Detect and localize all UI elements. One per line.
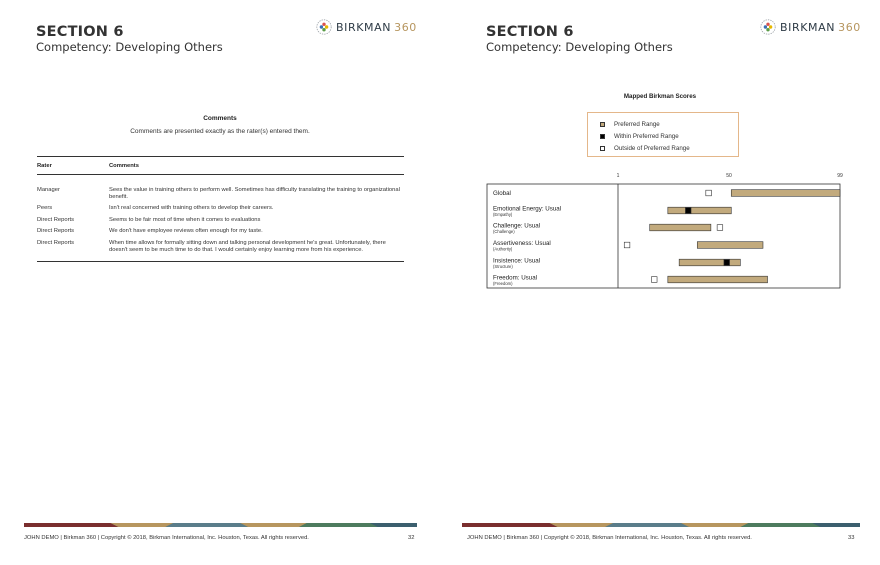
legend-label: Preferred Range (614, 120, 660, 128)
preferred-range-bar (697, 242, 763, 249)
birkman-logo (316, 19, 417, 35)
outside-score-marker (651, 277, 657, 283)
table-row (37, 203, 404, 215)
outside-score-marker (706, 190, 712, 196)
footer-decorative-bar (462, 523, 860, 527)
within-score-marker (685, 208, 691, 214)
rater-cell: Direct Reports (37, 238, 109, 262)
logo-text: BIRKMAN 360 (780, 20, 861, 34)
section-title: SECTION 6 (36, 24, 124, 40)
comment-cell: When time allows for formally sitting down and talking personal development he's great. Unfortunately, there doesn't seem to be much time to do that. I would certainly enjoy learning more from his experience. (109, 238, 404, 262)
row-sublabel: (Authority) (493, 246, 513, 252)
rater-cell: Peers (37, 205, 53, 212)
preferred-range-bar (668, 276, 768, 283)
legend-label: Within Preferred Range (614, 132, 679, 140)
comment-cell: Seems to be fair most of time when it comes to evaluations (109, 216, 261, 223)
preferred-range-bar (679, 259, 740, 266)
preferred-range-bar (731, 190, 840, 197)
comments-table (37, 156, 404, 262)
chart-frame (487, 184, 840, 288)
outside-score-marker (717, 225, 723, 231)
axis-tick-label: 1 (616, 173, 620, 179)
page-33 (440, 0, 880, 565)
comments-note: Comments are presented exactly as the rater(s) entered them. (130, 128, 310, 135)
table-row (37, 175, 404, 204)
row-label: Insistence: Usual (493, 257, 541, 265)
row-sublabel: (Freedom) (493, 281, 513, 287)
comment-cell: We don't have employee reviews often enough for my taste. (109, 228, 263, 235)
preferred-range-bar (650, 224, 711, 231)
rater-cell: Direct Reports (37, 228, 75, 235)
row-label: Global (493, 190, 511, 197)
outside-score-marker (624, 242, 630, 248)
chart-title: Mapped Birkman Scores (623, 93, 697, 100)
table-row (37, 238, 404, 262)
table-row (37, 226, 404, 238)
preferred-range-bar (668, 207, 731, 214)
comment-cell: Sees the value in training others to perform well. Sometimes has difficulty translating the training to organizational benefit. (109, 187, 400, 200)
row-label: Emotional Energy: Usual (493, 205, 562, 213)
comment-cell: Isn't real concerned with training others to develop their careers. (109, 205, 274, 212)
section-subtitle: Competency: Developing Others (486, 40, 673, 54)
rater-cell: Manager (37, 187, 60, 193)
section-title: SECTION 6 (486, 24, 574, 40)
row-sublabel: (Structure) (493, 264, 513, 270)
comments-title: Comments (203, 115, 237, 122)
row-sublabel: (Empathy) (493, 212, 513, 218)
mapped-scores-chart (440, 0, 880, 320)
row-label: Assertiveness: Usual (493, 239, 551, 247)
footer-text: JOHN DEMO | Birkman 360 | Copyright © 2018, Birkman International, Inc. Houston, Texas. All rights reserved. (24, 535, 309, 541)
footer-text: JOHN DEMO | Birkman 360 | Copyright © 2018, Birkman International, Inc. Houston, Texas. All rights reserved. (467, 535, 752, 541)
comments-column-header: Comments (109, 157, 404, 175)
rater-column-header: Rater (37, 157, 109, 175)
row-sublabel: (Challenge) (493, 229, 515, 235)
axis-tick-label: 50 (726, 173, 732, 179)
section-subtitle: Competency: Developing Others (36, 40, 223, 54)
logo-text: BIRKMAN 360 (336, 20, 417, 34)
row-label: Freedom: Usual (493, 274, 538, 282)
within-score-marker (724, 260, 730, 266)
table-header-row (37, 157, 404, 175)
page-number: 32 (408, 535, 415, 541)
table-row (37, 215, 404, 227)
rater-cell: Direct Reports (37, 216, 75, 223)
birkman-globe-logo-icon (316, 19, 332, 35)
axis-tick-label: 99 (837, 173, 843, 179)
footer-decorative-bar (24, 523, 417, 527)
legend-label: Outside of Preferred Range (614, 144, 690, 152)
row-label: Challenge: Usual (493, 222, 541, 230)
page-number: 33 (848, 535, 855, 541)
